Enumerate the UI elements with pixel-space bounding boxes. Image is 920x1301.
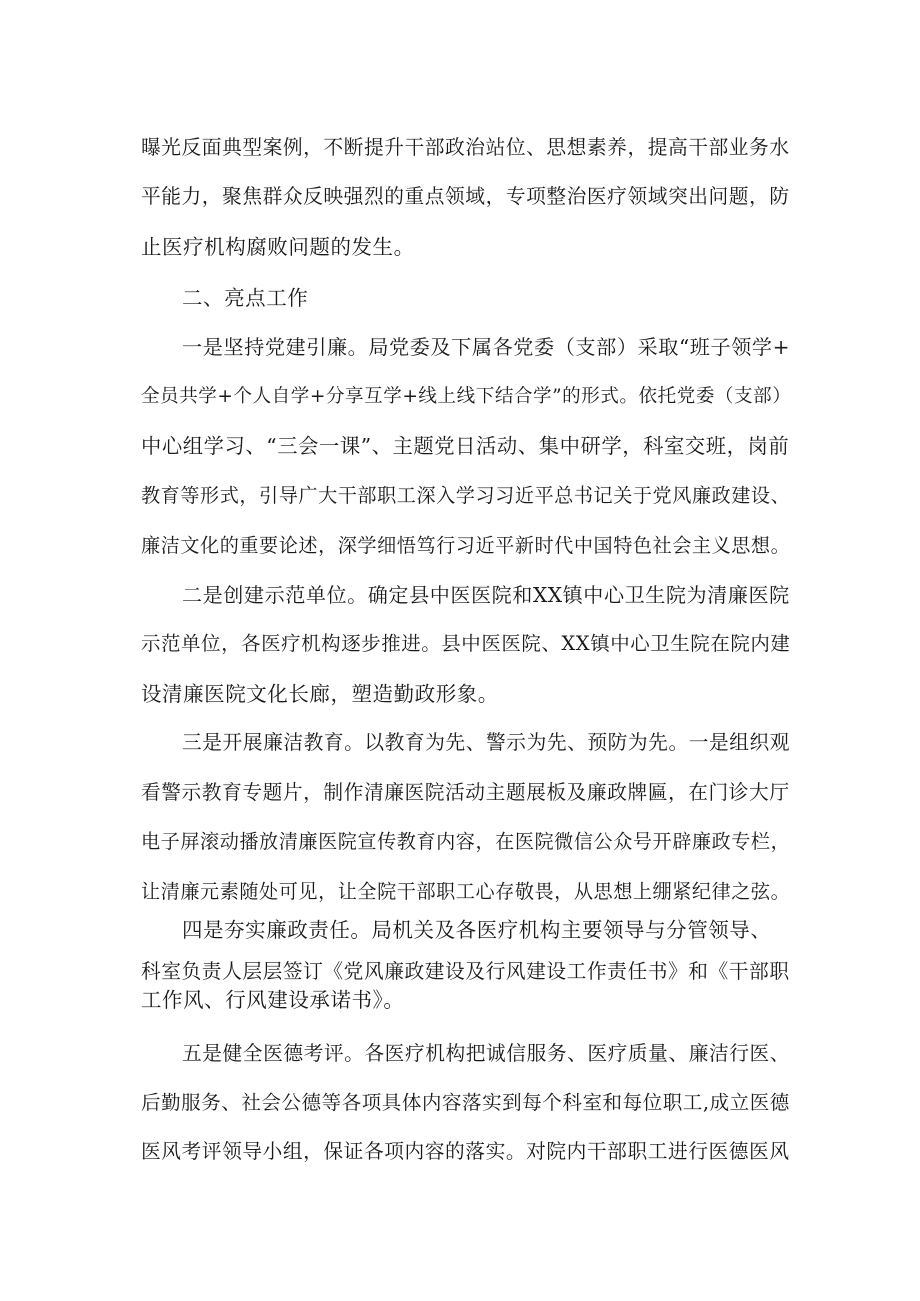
text-line: 后勤服务、社会公德等各项具体内容落实到每个科室和每位职工,成立医德 [141,1091,790,1114]
text-line: 二是创建示范单位。确定县中医医院和XX镇中心卫生院为清廉医院 [182,583,790,607]
text-line: 示范单位，各医疗机构逐步推进。县中医医院、XX镇中心卫生院在院内建 [141,632,791,655]
text-line: 看警示教育专题片，制作清廉医院活动主题展板及廉政牌匾，在门诊大厅 [141,781,790,804]
section-heading: 二、亮点工作 [182,286,309,310]
text-line: 曝光反面典型案例，不断提升干部政治站位、思想素养，提高干部业务水 [141,136,790,159]
text-line: 中心组学习、“三会一课”、主题党日活动、集中研学，科室交班，岗前 [141,434,790,458]
text-line: 四是夯实廉政责任。局机关及各医疗机构主要领导与分管领导、 [182,918,772,942]
text-line: 三是开展廉洁教育。以教育为先、警示为先、预防为先。一是组织观 [182,731,791,754]
text-line: 五是健全医德考评。各医疗机构把诚信服务、医疗质量、廉洁行医、 [182,1042,791,1065]
text-line: 电子屏滚动播放清廉医院宣传教育内容，在医院微信公众号开辟廉政专栏， [141,830,791,853]
text-line: 止医疗机构腐败问题的发生。 [141,235,415,259]
text-line: 让清廉元素随处可见，让全院干部职工心存敬畏，从思想上绷紧纪律之弦。 [141,880,791,903]
text-line: 全员共学+个人自学+分享互学+线上线下结合学”的形式。依托党委（支部） [141,386,792,407]
text-line: 设清廉医院文化长廊，塑造勤政形象。 [141,682,499,706]
text-line: 工作风、行风建设承诺书》。 [141,988,405,1012]
text-line: 医风考评领导小组，保证各项内容的落实。对院内干部职工进行医德医风 [141,1140,790,1163]
text-line: 平能力，聚焦群众反映强烈的重点领域，专项整治医疗领域突出问题，防 [141,185,790,208]
text-line: 一是坚持党建引廉。局党委及下属各党委（支部）采取“班子领学+ [182,335,791,359]
text-line: 科室负责人层层签订《党风廉政建设及行风建设工作责任书》和《干部职 [141,960,790,983]
text-line: 教育等形式，引导广大干部职工深入学习习近平总书记关于党风廉政建设、 [141,484,791,507]
text-line: 廉洁文化的重要论述，深学细悟笃行习近平新时代中国特色社会主义思想。 [141,534,791,557]
